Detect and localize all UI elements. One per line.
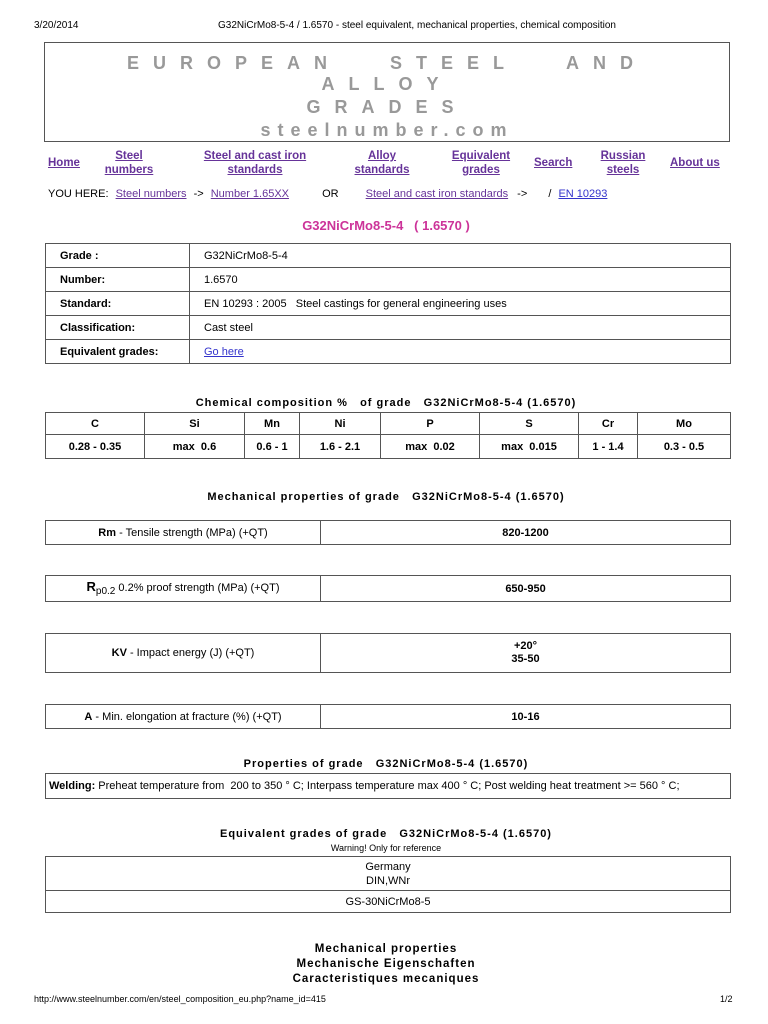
print-title: G32NiCrMo8-5-4 / 1.6570 - steel equivalent, mechanical properties, chemical composition [218, 20, 616, 31]
nav-alloy-standards[interactable]: Alloy standards [354, 150, 410, 176]
equivalent-grades-link[interactable]: Go here [204, 345, 244, 358]
rp-description: 0.2% proof strength (MPa) (+QT) [115, 582, 280, 595]
a-value: 10-16 [321, 705, 731, 729]
welding-box [45, 773, 731, 799]
nav-equivalent-grades[interactable]: Equivalent grades [451, 150, 511, 176]
equiv-country: Germany [365, 860, 411, 873]
breadcrumb-or: OR [322, 188, 339, 200]
nav-russian-steels[interactable]: Russian steels [600, 150, 646, 176]
chem-value: 0.6 - 1 [245, 435, 300, 459]
chem-value: max 0.6 [145, 435, 245, 459]
breadcrumb [48, 188, 607, 200]
info-row-grade [46, 244, 731, 268]
grade-info-table [45, 243, 731, 364]
chem-header: C [46, 413, 145, 435]
kv-temperature: +20° [513, 640, 538, 652]
chem-header: Cr [579, 413, 638, 435]
equiv-value-row [46, 891, 731, 913]
chem-value: 1 - 1.4 [579, 435, 638, 459]
kv-description: - Impact energy (J) (+QT) [126, 647, 255, 659]
nav-steel-numbers[interactable]: Steel numbers [104, 150, 154, 176]
chem-header: Ni [300, 413, 381, 435]
breadcrumb-arrow: -> [517, 188, 528, 200]
breadcrumb-en-10293[interactable]: EN 10293 [558, 188, 608, 200]
equiv-title: Equivalent grades of grade G32NiCrMo8-5-4 (1.6570) [220, 828, 552, 840]
nav-home[interactable]: Home [48, 157, 80, 169]
a-symbol: A [84, 710, 93, 723]
chem-value: 0.3 - 0.5 [638, 435, 731, 459]
welding-text: Preheat temperature from 200 to 350 ° C; Interpass temperature max 400 ° C; Post welding heat treatment >= 560 ° C; [95, 780, 680, 792]
breadcrumb-prefix: YOU HERE: [48, 188, 109, 200]
rm-description: - Tensile strength (MPa) (+QT) [116, 526, 268, 539]
chem-value: max 0.02 [381, 435, 480, 459]
kv-symbol: KV [111, 647, 127, 659]
rp-symbol: R [86, 579, 96, 595]
info-label: Equivalent grades: [46, 340, 190, 364]
rp-subscript: p0.2 [95, 586, 116, 598]
info-value: EN 10293 : 2005 Steel castings for general engineering uses [190, 292, 731, 316]
nav-steel-cast-iron-standards[interactable]: Steel and cast iron standards [203, 150, 307, 176]
rm-symbol: Rm [98, 526, 117, 539]
chem-header: S [480, 413, 579, 435]
info-label: Classification: [46, 316, 190, 340]
print-url: http://www.steelnumber.com/en/steel_composition_eu.php?name_id=415 [34, 994, 326, 1004]
site-banner [44, 42, 730, 142]
equiv-grade: GS-30NiCrMo8-5 [46, 891, 731, 913]
nav-about-us[interactable]: About us [670, 157, 720, 169]
bottom-title-en: Mechanical properties [314, 943, 458, 955]
chem-value: 0.28 - 0.35 [46, 435, 145, 459]
rm-value: 820-1200 [321, 521, 731, 545]
bottom-title-fr: Caracteristiques mecaniques [292, 973, 480, 985]
info-row-number [46, 268, 731, 292]
welding-label: Welding: [49, 780, 96, 792]
bottom-titles [44, 942, 728, 987]
chem-value: 1.6 - 2.1 [300, 435, 381, 459]
mech-row-rp02 [45, 575, 731, 602]
chem-table [45, 412, 731, 459]
breadcrumb-steel-numbers[interactable]: Steel numbers [115, 188, 187, 200]
chem-value-row [46, 435, 731, 459]
breadcrumb-standards[interactable]: Steel and cast iron standards [365, 188, 509, 200]
mech-title: Mechanical properties of grade G32NiCrMo8-5-4 (1.6570) [207, 491, 565, 503]
chem-header: P [381, 413, 480, 435]
mech-row-a [45, 704, 731, 729]
equiv-header-row [46, 857, 731, 891]
breadcrumb-number-165xx[interactable]: Number 1.65XX [210, 188, 289, 200]
info-value: Cast steel [190, 316, 731, 340]
info-row-equivalent [46, 340, 731, 364]
kv-value: 35-50 [511, 653, 540, 665]
mech-row-kv [45, 633, 731, 673]
props-title: Properties of grade G32NiCrMo8-5-4 (1.6570) [243, 758, 529, 770]
info-label: Number: [46, 268, 190, 292]
equiv-table [45, 856, 731, 913]
bottom-title-de: Mechanische Eigenschaften [296, 958, 476, 970]
banner-line-1: EUROPEAN STEEL AND ALLOY [126, 53, 648, 94]
rp-value: 650-950 [321, 576, 731, 602]
info-value: 1.6570 [190, 268, 731, 292]
grade-title: G32NiCrMo8-5-4 ( 1.6570 ) [302, 218, 470, 233]
mech-row-rm [45, 520, 731, 545]
chem-title: Chemical composition % of grade G32NiCrMo8-5-4 (1.6570) [195, 397, 577, 409]
banner-line-2: GRADES [306, 97, 468, 117]
equiv-system: DIN,WNr [366, 874, 410, 887]
chem-header: Mo [638, 413, 731, 435]
info-value: G32NiCrMo8-5-4 [190, 244, 731, 268]
chem-header: Si [145, 413, 245, 435]
info-row-classification [46, 316, 731, 340]
chem-value: max 0.015 [480, 435, 579, 459]
info-label: Grade : [46, 244, 190, 268]
info-row-standard [46, 292, 731, 316]
breadcrumb-arrow: -> [193, 188, 204, 200]
chem-header-row [46, 413, 731, 435]
equiv-warning: Warning! Only for reference [330, 843, 442, 853]
banner-site-name: steelnumber.com [260, 120, 514, 140]
breadcrumb-slash: / [548, 188, 552, 200]
chem-header: Mn [245, 413, 300, 435]
a-description: - Min. elongation at fracture (%) (+QT) [92, 710, 282, 723]
nav-search[interactable]: Search [534, 157, 573, 169]
main-nav [44, 149, 728, 181]
print-date: 3/20/2014 [34, 20, 79, 31]
info-label: Standard: [46, 292, 190, 316]
print-page-number: 1/2 [720, 994, 733, 1004]
